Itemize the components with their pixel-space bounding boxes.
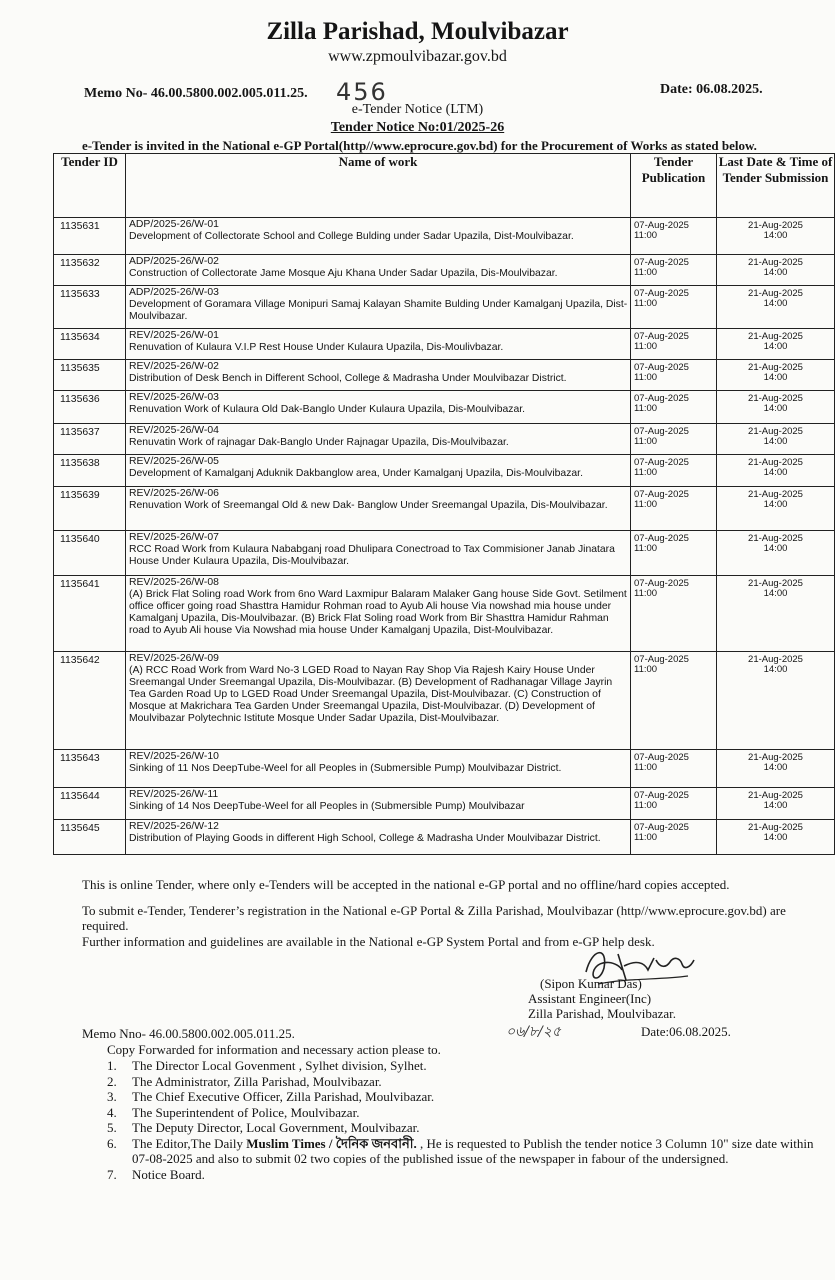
tender-id-value: 1135645 xyxy=(60,823,100,834)
header-last-date: Last Date & Time of Tender Submission xyxy=(717,154,835,218)
header-tender-id: Tender ID xyxy=(54,154,126,218)
last-time: 14:00 xyxy=(763,499,788,510)
last-date: 21-Aug-2025 xyxy=(748,489,803,500)
tender-id xyxy=(54,531,126,576)
work-code: REV/2025-26/W-08 xyxy=(129,577,219,588)
table-row xyxy=(54,286,835,329)
tender-id-value: 1135640 xyxy=(60,534,100,545)
publication-time: 11:00 xyxy=(634,543,658,554)
notice-type: e-Tender Notice (LTM) xyxy=(351,102,484,117)
tender-id-value: 1135642 xyxy=(60,655,100,666)
last-date-cell xyxy=(717,360,835,391)
tender-id-value: 1135633 xyxy=(60,289,100,300)
work-code: REV/2025-26/W-03 xyxy=(129,392,219,403)
publication-date: 07-Aug-2025 xyxy=(634,426,689,437)
tender-id-value: 1135638 xyxy=(60,458,100,469)
last-date-cell xyxy=(717,218,835,255)
notice-number: Tender Notice No:01/2025-26 xyxy=(330,120,505,135)
publication-cell xyxy=(631,788,717,820)
last-date-cell xyxy=(717,652,835,750)
work-description: (A) RCC Road Work from Ward No-3 LGED Road to Nayan Ray Shop Via Rajesh Kairy House Under Sreemangal Under Sreemangal Upazila, Dis-Moulvibazar. (B) Development of Radhanagar Village Jayrin Tea Garden Road Up to LGED Road Under Sreemangal Upazila, Dist-Moulvibazar. (C) Construction of Mosque at Makrichara Tea Garden Under Sreemangal Upazila, Dist-Moulvibazar. (D) Development of Moulvibazar Polytechnic Istitute Mosque Under Sadar Upazila, Dist-Moulvibazar. xyxy=(129,665,613,724)
tender-id xyxy=(54,255,126,286)
forwarding-date: Date:06.08.2025. xyxy=(641,1024,731,1039)
last-date: 21-Aug-2025 xyxy=(748,362,803,373)
last-time: 14:00 xyxy=(763,800,788,811)
recipient-item xyxy=(82,1089,830,1105)
last-time: 14:00 xyxy=(763,543,788,554)
publication-time: 11:00 xyxy=(634,372,658,383)
work-cell xyxy=(126,531,631,576)
work-code: REV/2025-26/W-06 xyxy=(129,488,219,499)
header-publication: Tender Publication xyxy=(631,154,717,218)
last-date: 21-Aug-2025 xyxy=(748,393,803,404)
recipient-text: The Deputy Director, Local Government, Moulvibazar. xyxy=(132,1120,420,1135)
last-date-cell xyxy=(717,750,835,788)
work-description: Sinking of 14 Nos DeepTube-Weel for all Peoples in (Submersible Pump) Moulvibazar xyxy=(129,801,525,812)
publication-cell xyxy=(631,286,717,329)
work-cell xyxy=(126,487,631,531)
work-description: Renuvatin Work of rajnagar Dak-Banglo Under Rajnagar Upazila, Dis-Moulvibazar. xyxy=(129,437,509,448)
publication-date: 07-Aug-2025 xyxy=(634,257,689,268)
recipient-text: Notice Board. xyxy=(132,1166,205,1182)
last-date-cell xyxy=(717,820,835,855)
note-online-tender: This is online Tender, where only e-Tenders will be accepted in the national e-GP portal and no offline/hard copies accepted. xyxy=(82,877,730,892)
header-name-of-work: Name of work xyxy=(126,154,631,218)
last-date-cell xyxy=(717,487,835,531)
last-date-cell xyxy=(717,255,835,286)
publication-cell xyxy=(631,820,717,855)
office-title: Zilla Parishad, Moulvibazar xyxy=(266,18,569,45)
recipient-number: 4. xyxy=(107,1104,117,1120)
publication-cell xyxy=(631,329,717,360)
publication-time: 11:00 xyxy=(634,499,658,510)
work-code: ADP/2025-26/W-02 xyxy=(129,256,219,267)
last-date: 21-Aug-2025 xyxy=(748,752,803,763)
work-description: Renuvation Work of Kulaura Old Dak-Banglo Under Kulaura Upazila, Dis-Moulvibazar. xyxy=(129,404,525,415)
tender-id xyxy=(54,286,126,329)
last-date-cell xyxy=(717,788,835,820)
editor-request: , He is requested to Publish the tender notice 3 Column 10" size date within 07-08-2025 and also to submit 02 two copies of the published issue of the newspaper in fabour of the undersigned. xyxy=(132,1135,814,1166)
last-time: 14:00 xyxy=(763,372,788,383)
publication-time: 11:00 xyxy=(634,664,658,675)
work-code: REV/2025-26/W-04 xyxy=(129,425,219,436)
work-cell xyxy=(126,652,631,750)
note-registration: To submit e-Tender, Tenderer’s registration in the National e-GP Portal & Zilla Parishad, Moulvibazar (http//www.eprocure.gov.bd) are required. xyxy=(82,903,786,933)
last-date-cell xyxy=(717,391,835,424)
publication-cell xyxy=(631,218,717,255)
tender-id xyxy=(54,360,126,391)
publication-date: 07-Aug-2025 xyxy=(634,362,689,373)
last-time: 14:00 xyxy=(763,436,788,447)
work-code: REV/2025-26/W-01 xyxy=(129,330,219,341)
table-row xyxy=(54,576,835,652)
last-time: 14:00 xyxy=(763,832,788,843)
work-description: Development of Kamalganj Aduknik Dakbanglow area, Under Kamalganj Upazila, Dis-Moulvibazar. xyxy=(129,468,583,479)
work-description: Renuvation Work of Sreemangal Old & new Dak- Banglow Under Sreemangal Upazila, Dis-Moulvibazar. xyxy=(129,500,608,511)
work-description: Development of Collectorate School and College Bulding under Sadar Upazila, Dist-Moulvibazar. xyxy=(129,231,574,242)
publication-cell xyxy=(631,255,717,286)
publication-date: 07-Aug-2025 xyxy=(634,533,689,544)
tender-id xyxy=(54,455,126,487)
work-cell xyxy=(126,750,631,788)
signatory-initial-date: ০৬/৮/২৫ xyxy=(506,1024,561,1040)
work-code: REV/2025-26/W-12 xyxy=(129,821,219,832)
publication-date: 07-Aug-2025 xyxy=(634,288,689,299)
signatory-name: (Sipon Kumar Das) xyxy=(540,976,642,991)
memo-handwritten-number: 456 xyxy=(336,78,388,106)
work-cell xyxy=(126,820,631,855)
publication-cell xyxy=(631,360,717,391)
recipient-number: 2. xyxy=(107,1073,117,1089)
publication-cell xyxy=(631,576,717,652)
table-row xyxy=(54,788,835,820)
publication-time: 11:00 xyxy=(634,436,658,447)
tender-id-value: 1135634 xyxy=(60,332,100,343)
last-date-cell xyxy=(717,329,835,360)
table-row xyxy=(54,391,835,424)
tender-id-value: 1135635 xyxy=(60,363,100,374)
work-code: REV/2025-26/W-07 xyxy=(129,532,219,543)
table-row xyxy=(54,531,835,576)
publication-time: 11:00 xyxy=(634,267,658,278)
recipient-list xyxy=(82,1058,830,1182)
publication-date: 07-Aug-2025 xyxy=(634,393,689,404)
publication-date: 07-Aug-2025 xyxy=(634,331,689,342)
last-time: 14:00 xyxy=(763,341,788,352)
publication-date: 07-Aug-2025 xyxy=(634,790,689,801)
work-code: REV/2025-26/W-05 xyxy=(129,456,219,467)
table-row xyxy=(54,329,835,360)
tender-id xyxy=(54,218,126,255)
recipient-item xyxy=(82,1136,830,1167)
publication-time: 11:00 xyxy=(634,230,658,241)
last-date: 21-Aug-2025 xyxy=(748,220,803,231)
publication-date: 07-Aug-2025 xyxy=(634,457,689,468)
last-time: 14:00 xyxy=(763,403,788,414)
last-date: 21-Aug-2025 xyxy=(748,790,803,801)
work-code: ADP/2025-26/W-01 xyxy=(129,219,219,230)
tender-id xyxy=(54,329,126,360)
last-time: 14:00 xyxy=(763,230,788,241)
last-date-cell xyxy=(717,286,835,329)
table-row xyxy=(54,424,835,455)
publication-time: 11:00 xyxy=(634,467,658,478)
last-time: 14:00 xyxy=(763,267,788,278)
memo-number xyxy=(84,86,308,102)
last-date: 21-Aug-2025 xyxy=(748,257,803,268)
publication-time: 11:00 xyxy=(634,403,658,414)
work-cell xyxy=(126,329,631,360)
recipient-item xyxy=(82,1167,830,1183)
tender-id xyxy=(54,487,126,531)
table-row xyxy=(54,255,835,286)
work-cell xyxy=(126,788,631,820)
publication-date: 07-Aug-2025 xyxy=(634,489,689,500)
table-row xyxy=(54,218,835,255)
publication-cell xyxy=(631,424,717,455)
table-row xyxy=(54,455,835,487)
tender-id-value: 1135643 xyxy=(60,753,100,764)
recipient-item xyxy=(82,1120,830,1136)
publication-time: 11:00 xyxy=(634,588,658,599)
tender-id xyxy=(54,750,126,788)
notice-date: Date: 06.08.2025. xyxy=(660,82,763,97)
work-code: REV/2025-26/W-11 xyxy=(129,789,219,800)
work-description: Distribution of Desk Bench in Different School, College & Madrasha Under Moulvibazar District. xyxy=(129,373,567,384)
recipient-number: 3. xyxy=(107,1089,117,1104)
recipient-text: The Director Local Govenment , Sylhet division, Sylhet. xyxy=(132,1058,427,1073)
work-code: REV/2025-26/W-09 xyxy=(129,653,219,664)
last-date: 21-Aug-2025 xyxy=(748,331,803,342)
publication-cell xyxy=(631,487,717,531)
tender-id xyxy=(54,820,126,855)
recipient-number: 6. xyxy=(107,1135,117,1151)
last-date-cell xyxy=(717,576,835,652)
work-description: Renuvation of Kulaura V.I.P Rest House Under Kulaura Upazila, Dis-Moulivbazar. xyxy=(129,342,504,353)
last-time: 14:00 xyxy=(763,664,788,675)
work-description: RCC Road Work from Kulaura Nababganj road Dhulipara Conectroad to Tax Commisioner Janab Jinatara House Under Kulaura Upazila, Dis-Moulvibazar. xyxy=(129,544,615,567)
last-time: 14:00 xyxy=(763,467,788,478)
recipient-item xyxy=(82,1074,830,1090)
recipient-text: The Superintendent of Police, Moulvibazar. xyxy=(132,1104,360,1120)
tender-id-value: 1135639 xyxy=(60,490,100,501)
last-date: 21-Aug-2025 xyxy=(748,654,803,665)
newspaper-name: Muslim Times / দৈনিক জনবানী. xyxy=(246,1135,417,1151)
tender-id xyxy=(54,788,126,820)
tender-id-value: 1135644 xyxy=(60,791,100,802)
note-further-info: Further information and guidelines are available in the National e-GP System Portal and from e-GP help desk. xyxy=(82,934,655,949)
last-date: 21-Aug-2025 xyxy=(748,457,803,468)
work-cell xyxy=(126,391,631,424)
last-date: 21-Aug-2025 xyxy=(748,578,803,589)
tender-id-value: 1135632 xyxy=(60,258,100,269)
table-row xyxy=(54,360,835,391)
work-cell xyxy=(126,218,631,255)
publication-time: 11:00 xyxy=(634,341,658,352)
recipient-item xyxy=(82,1058,830,1074)
publication-time: 11:00 xyxy=(634,832,658,843)
work-cell xyxy=(126,424,631,455)
publication-date: 07-Aug-2025 xyxy=(634,654,689,665)
last-time: 14:00 xyxy=(763,298,788,309)
forwarding-memo-number: Memo Nno- 46.00.5800.002.005.011.25. xyxy=(82,1026,295,1041)
work-description: (A) Brick Flat Soling road Work from 6no Ward Laxmipur Balaram Malaker Gang house Side Govt. Setilment office officer going road Shasttra Hamidur Rohman road to Ayub Ali house Via nowshad mia house under Kamalganj Upazila, Dis-Moulvibazar. (B) Brick Flat Soling road Work from Bir Shasttra Hamidur Rahman road to Ayub Ali house Via Nowshad mia house Under Kamalganj Upazila, Dist-Moulvibazar. xyxy=(129,589,627,636)
last-date: 21-Aug-2025 xyxy=(748,288,803,299)
publication-cell xyxy=(631,750,717,788)
office-website: www.zpmoulvibazar.gov.bd xyxy=(328,48,507,65)
work-description: Sinking of 11 Nos DeepTube-Weel for all Peoples in (Submersible Pump) Moulvibazar District. xyxy=(129,763,562,774)
recipient-number: 1. xyxy=(107,1058,117,1073)
publication-date: 07-Aug-2025 xyxy=(634,822,689,833)
publication-cell xyxy=(631,455,717,487)
tender-id xyxy=(54,576,126,652)
work-code: REV/2025-26/W-10 xyxy=(129,751,219,762)
work-cell xyxy=(126,286,631,329)
tender-id xyxy=(54,391,126,424)
work-description: Construction of Collectorate Jame Mosque Aju Khana Under Sadar Upazila, Dis-Moulvibazar. xyxy=(129,268,558,279)
last-date-cell xyxy=(717,424,835,455)
table-row xyxy=(54,487,835,531)
work-code: ADP/2025-26/W-03 xyxy=(129,287,219,298)
publication-cell xyxy=(631,652,717,750)
recipient-item xyxy=(82,1105,830,1121)
publication-cell xyxy=(631,391,717,424)
publication-time: 11:00 xyxy=(634,298,658,309)
tender-id xyxy=(54,424,126,455)
last-date-cell xyxy=(717,455,835,487)
signatory-office: Zilla Parishad, Moulvibazar. xyxy=(528,1006,677,1021)
last-date: 21-Aug-2025 xyxy=(748,533,803,544)
work-description: Development of Goramara Village Monipuri Samaj Kalayan Shamite Bulding Under Kamalganj Upazila, Dist-Moulvibazar. xyxy=(129,299,628,322)
work-cell xyxy=(126,576,631,652)
work-cell xyxy=(126,255,631,286)
recipient-number: 5. xyxy=(107,1120,117,1135)
publication-date: 07-Aug-2025 xyxy=(634,220,689,231)
tender-id xyxy=(54,652,126,750)
last-time: 14:00 xyxy=(763,762,788,773)
work-cell xyxy=(126,455,631,487)
work-cell xyxy=(126,360,631,391)
tender-table xyxy=(53,153,835,855)
tender-id-value: 1135631 xyxy=(60,221,100,232)
work-description: Distribution of Playing Goods in different High School, College & Madrasha Under Moulvibazar District. xyxy=(129,833,601,844)
last-date-cell xyxy=(717,531,835,576)
last-date: 21-Aug-2025 xyxy=(748,822,803,833)
tender-id-value: 1135637 xyxy=(60,427,100,438)
publication-date: 07-Aug-2025 xyxy=(634,578,689,589)
editor-prefix: The Editor,The Daily xyxy=(132,1135,247,1151)
table-row xyxy=(54,820,835,855)
publication-time: 11:00 xyxy=(634,800,658,811)
publication-date: 07-Aug-2025 xyxy=(634,752,689,763)
recipient-number: 7. xyxy=(107,1166,117,1182)
copy-forwarded-line: Copy Forwarded for information and necessary action please to. xyxy=(107,1042,441,1057)
work-code: REV/2025-26/W-02 xyxy=(129,361,219,372)
memo-number-text: Memo No- 46.00.5800.002.005.011.25. xyxy=(84,86,308,101)
last-date: 21-Aug-2025 xyxy=(748,426,803,437)
tender-id-value: 1135636 xyxy=(60,394,100,405)
publication-time: 11:00 xyxy=(634,762,658,773)
table-row xyxy=(54,750,835,788)
recipient-text: The Administrator, Zilla Parishad, Moulvibazar. xyxy=(132,1073,382,1089)
tender-id-value: 1135641 xyxy=(60,579,100,590)
notice-intro: e-Tender is invited in the National e-GP Portal(http//www.eprocure.gov.bd) for the Procurement of Works as stated below. xyxy=(82,138,757,153)
last-time: 14:00 xyxy=(763,588,788,599)
publication-cell xyxy=(631,531,717,576)
recipient-text: The Chief Executive Officer, Zilla Parishad, Moulvibazar. xyxy=(132,1089,435,1104)
signatory-title: Assistant Engineer(Inc) xyxy=(528,991,652,1006)
table-row xyxy=(54,652,835,750)
